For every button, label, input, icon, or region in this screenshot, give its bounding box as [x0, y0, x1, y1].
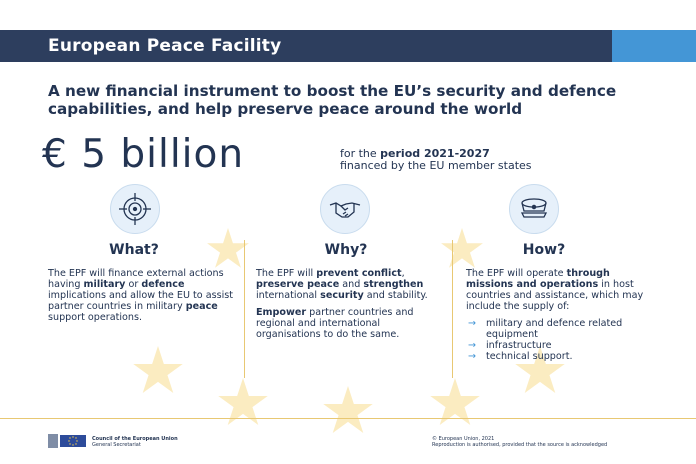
column-divider [244, 240, 245, 378]
subtitle: A new financial instrument to boost the EU’s security and defence capabilities, and help preserve peace around the world [48, 82, 617, 118]
footer-copyright [432, 436, 607, 448]
supply-list [466, 318, 646, 362]
how-text [466, 268, 646, 312]
why-heading: Why? [324, 242, 368, 258]
what-column [48, 268, 236, 329]
budget-desc-line2: financed by the EU member states [340, 159, 532, 172]
what-text [48, 268, 236, 323]
how-column [466, 268, 646, 362]
text-run: international [256, 290, 321, 301]
list-item: → infrastructure [466, 340, 646, 351]
text-run: in host countries and assistance, which may include the supply of: [466, 279, 644, 312]
org-name: Council of the European Union [92, 436, 178, 442]
what-heading: What? [109, 242, 159, 258]
text-run: , [401, 268, 405, 279]
text-run: Empower [256, 307, 307, 318]
copyright-line: © European Union, 2021 [432, 436, 495, 442]
text-run: partner countries and regional and international organisations to do the same. [256, 307, 414, 340]
handshake-icon [320, 184, 370, 234]
text-run: The EPF will finance external actions having [48, 268, 224, 290]
target-crosshair-icon [110, 184, 160, 234]
military-cap-icon [509, 184, 559, 234]
text-run: military [83, 279, 126, 290]
text-run: defence [141, 279, 185, 290]
text-run: through missions and operations [466, 268, 610, 290]
text-run: prevent conflict [316, 268, 402, 279]
text-run: and stability. [363, 290, 428, 301]
org-subname: General Secretariat [92, 442, 141, 448]
footer-organisation [92, 436, 178, 448]
why-text-2 [256, 307, 446, 340]
column-divider [452, 240, 453, 378]
why-column [256, 268, 446, 346]
why-text [256, 268, 446, 301]
text-run: support operations. [48, 312, 142, 323]
page-title: European Peace Facility [48, 36, 282, 56]
budget-desc-prefix: for the [340, 147, 381, 160]
text-run: implications and allow the EU to assist partner countries in military [48, 290, 233, 312]
text-run: The EPF will operate [466, 268, 567, 279]
footer-divider [0, 418, 696, 419]
budget-description [340, 148, 640, 172]
list-item: → technical support. [466, 351, 646, 362]
title-bar-accent [612, 30, 696, 62]
text-run: preserve peace [256, 279, 340, 290]
text-run: security [320, 290, 364, 301]
text-run: peace [185, 301, 218, 312]
text-run: The EPF will [256, 268, 317, 279]
text-run: strengthen [363, 279, 424, 290]
budget-amount: € 5 billion [42, 132, 245, 177]
list-item: → military and defence related equipment [466, 318, 646, 340]
council-logo [48, 434, 86, 448]
reproduction-line: Reproduction is authorised, provided that the source is acknowledged [432, 442, 608, 448]
budget-period: period 2021-2027 [380, 147, 490, 160]
how-heading: How? [522, 242, 566, 258]
text-run: and [339, 279, 364, 290]
text-run: or [125, 279, 142, 290]
